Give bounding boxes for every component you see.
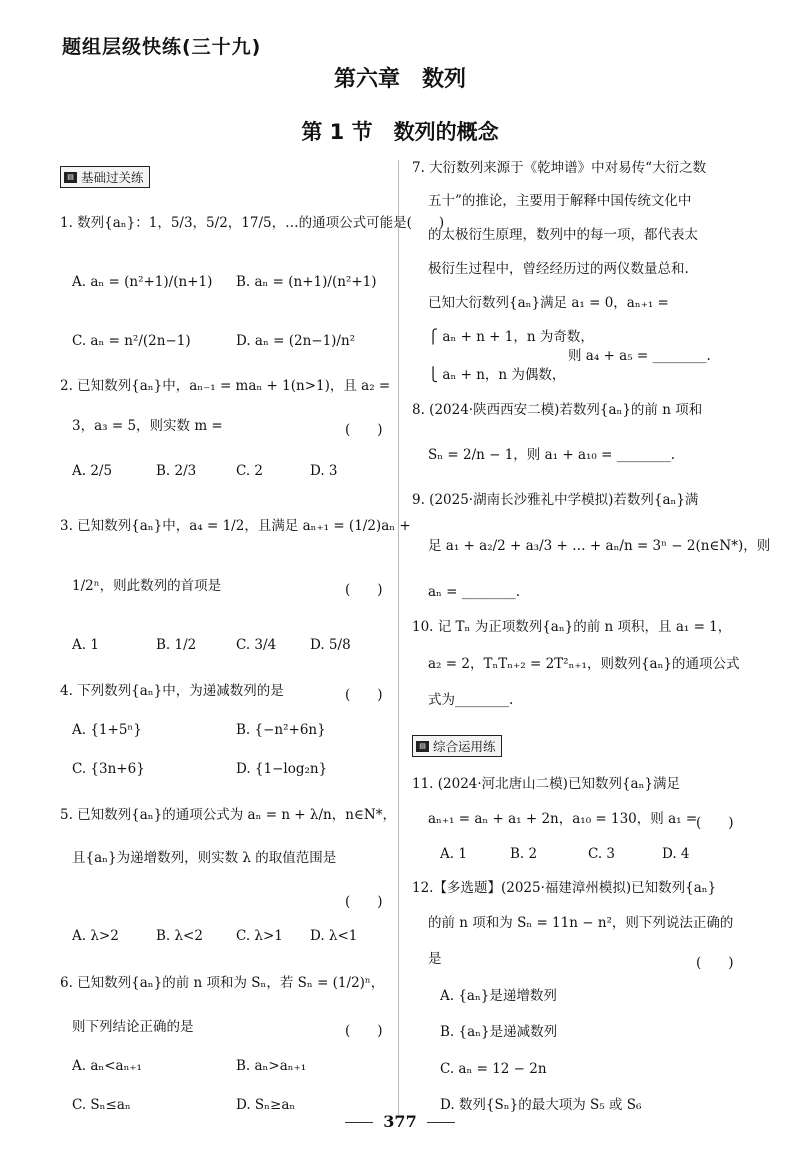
left-text-line: D. aₙ = (2n−1)/n² bbox=[236, 333, 356, 349]
right-text-line: Sₙ = 2/n − 1，则 a₁ + a₁₀ = ________. bbox=[428, 447, 676, 463]
right-text-line: 的太极衍生原理，数列中的每一项，都代表太 bbox=[428, 227, 698, 243]
left-text-line: 1. 数列{aₙ}：1，5/3，5/2，17/5，…的通项公式可能是( ) bbox=[60, 215, 445, 231]
left-text-line: D. λ<1 bbox=[310, 928, 358, 944]
left-text-line: B. aₙ>aₙ₊₁ bbox=[236, 1058, 307, 1074]
right-text-line: 7. 大衍数列来源于《乾坤谱》中对易传“大衍之数 bbox=[412, 160, 707, 176]
right-text-line: aₙ = ________. bbox=[428, 584, 521, 600]
left-text-line: A. aₙ<aₙ₊₁ bbox=[72, 1058, 142, 1074]
left-text-line: A. 1 bbox=[72, 637, 99, 653]
left-text-line: 4. 下列数列{aₙ}中，为递减数列的是 bbox=[60, 683, 284, 699]
book-icon: ▤ bbox=[416, 741, 429, 752]
right-text-line: 10. 记 Tₙ 为正项数列{aₙ}的前 n 项积，且 a₁ = 1， bbox=[412, 619, 732, 635]
answer-bracket: ( ) bbox=[345, 894, 383, 910]
answer-bracket: ( ) bbox=[345, 582, 383, 598]
series-title: 题组层级快练(三十九) bbox=[62, 36, 262, 58]
right-text-line: D. 数列{Sₙ}的最大项为 S₅ 或 S₆ bbox=[440, 1097, 642, 1113]
footer-dash-right bbox=[427, 1122, 455, 1123]
right-text-line: 已知大衍数列{aₙ}满足 a₁ = 0，aₙ₊₁ = bbox=[428, 295, 669, 311]
left-text-line: B. {−n²+6n} bbox=[236, 722, 326, 738]
right-text-line: A. 1 bbox=[440, 846, 467, 862]
right-text-line: ⎧ aₙ + n + 1，n 为奇数， bbox=[428, 329, 594, 345]
right-text-line: C. aₙ = 12 − 2n bbox=[440, 1061, 547, 1077]
left-text-line: C. λ>1 bbox=[236, 928, 283, 944]
right-text-line: 9. (2025·湖南长沙雅礼中学模拟)若数列{aₙ}满 bbox=[412, 492, 699, 508]
section-title: 第 1 节 数列的概念 bbox=[301, 120, 499, 144]
right-text-line: 8. (2024·陕西西安二模)若数列{aₙ}的前 n 项和 bbox=[412, 402, 703, 418]
right-text-line: A. {aₙ}是递增数列 bbox=[440, 988, 557, 1004]
left-text-line: B. 1/2 bbox=[156, 637, 197, 653]
footer-dash-left bbox=[345, 1122, 373, 1123]
page-number: 377 bbox=[383, 1112, 417, 1131]
left-text-line: 1/2ⁿ，则此数列的首项是 bbox=[72, 578, 222, 594]
left-text-line: D. {1−log₂n} bbox=[236, 761, 328, 777]
left-text-line: 6. 已知数列{aₙ}的前 n 项和为 Sₙ，若 Sₙ = (1/2)ⁿ， bbox=[60, 975, 385, 991]
left-text-line: D. 3 bbox=[310, 463, 338, 479]
left-text-line: B. aₙ = (n+1)/(n²+1) bbox=[236, 274, 377, 290]
right-text-line: a₂ = 2，TₙTₙ₊₂ = 2T²ₙ₊₁，则数列{aₙ}的通项公式 bbox=[428, 656, 740, 672]
right-text-line: 的前 n 项和为 Sₙ = 11n − n²，则下列说法正确的 bbox=[428, 915, 734, 931]
left-text-line: A. 2/5 bbox=[72, 463, 113, 479]
tag-basic-practice bbox=[60, 166, 150, 188]
left-text-line: C. {3n+6} bbox=[72, 761, 145, 777]
left-text-line: A. λ>2 bbox=[72, 928, 119, 944]
page-footer bbox=[0, 1112, 800, 1131]
chapter-title: 第六章 数列 bbox=[333, 67, 466, 92]
right-text-line: 足 a₁ + a₂/2 + a₃/3 + … + aₙ/n = 3ⁿ − 2(n∈N*)，则 bbox=[428, 538, 771, 554]
left-text-line: B. 2/3 bbox=[156, 463, 197, 479]
answer-bracket: ( ) bbox=[345, 687, 383, 703]
left-text-line: D. 5/8 bbox=[310, 637, 351, 653]
left-text-line: 则下列结论正确的是 bbox=[72, 1019, 194, 1035]
right-text-line: D. 4 bbox=[662, 846, 690, 862]
right-text-line: aₙ₊₁ = aₙ + a₁ + 2n，a₁₀ = 130，则 a₁ = bbox=[428, 811, 698, 827]
right-text-line: 则 a₄ + a₅ = ________. bbox=[568, 348, 711, 364]
left-text-line: 3，a₃ = 5，则实数 m = bbox=[72, 418, 223, 434]
left-text-line: 2. 已知数列{aₙ}中，aₙ₋₁ = maₙ + 1(n>1)，且 a₂ = bbox=[60, 378, 391, 394]
left-text-line: A. aₙ = (n²+1)/(n+1) bbox=[72, 274, 213, 290]
left-text-line: C. Sₙ≤aₙ bbox=[72, 1097, 131, 1113]
answer-bracket: ( ) bbox=[345, 1023, 383, 1039]
left-text-line: 3. 已知数列{aₙ}中，a₄ = 1/2，且满足 aₙ₊₁ = (1/2)aₙ + bbox=[60, 518, 411, 534]
right-text-line: 12.【多选题】(2025·福建漳州模拟)已知数列{aₙ} bbox=[412, 880, 717, 896]
right-text-line: 11. (2024·河北唐山二模)已知数列{aₙ}满足 bbox=[412, 776, 681, 792]
tag-comprehensive-label: 综合运用练 bbox=[433, 739, 496, 754]
right-text-line: 是 bbox=[428, 951, 442, 967]
left-text-line: A. {1+5ⁿ} bbox=[72, 722, 142, 738]
column-divider bbox=[398, 160, 399, 1115]
answer-bracket: ( ) bbox=[696, 955, 734, 971]
right-text-line: 极衍生过程中，曾经经历过的两仪数量总和. bbox=[428, 261, 689, 277]
answer-bracket: ( ) bbox=[345, 422, 383, 438]
right-text-line: C. 3 bbox=[588, 846, 616, 862]
left-text-line: 5. 已知数列{aₙ}的通项公式为 aₙ = n + λ/n，n∈N*， bbox=[60, 807, 396, 823]
right-text-line: 式为________. bbox=[428, 692, 514, 708]
left-text-line: C. 2 bbox=[236, 463, 264, 479]
left-text-line: 且{aₙ}为递增数列，则实数 λ 的取值范围是 bbox=[72, 850, 337, 866]
left-text-line: D. Sₙ≥aₙ bbox=[236, 1097, 296, 1113]
left-text-line: C. aₙ = n²/(2n−1) bbox=[72, 333, 191, 349]
tag-comprehensive-practice bbox=[412, 735, 502, 757]
left-text-line: C. 3/4 bbox=[236, 637, 277, 653]
right-text-line: 五十”的推论，主要用于解释中国传统文化中 bbox=[428, 193, 692, 209]
tag-basic-label: 基础过关练 bbox=[81, 170, 144, 185]
right-text-line: B. 2 bbox=[510, 846, 538, 862]
left-text-line: B. λ<2 bbox=[156, 928, 203, 944]
right-text-line: ⎩ aₙ + n，n 为偶数， bbox=[428, 367, 566, 383]
answer-bracket: ( ) bbox=[696, 815, 734, 831]
right-text-line: B. {aₙ}是递减数列 bbox=[440, 1024, 558, 1040]
book-icon: ▤ bbox=[64, 172, 77, 183]
